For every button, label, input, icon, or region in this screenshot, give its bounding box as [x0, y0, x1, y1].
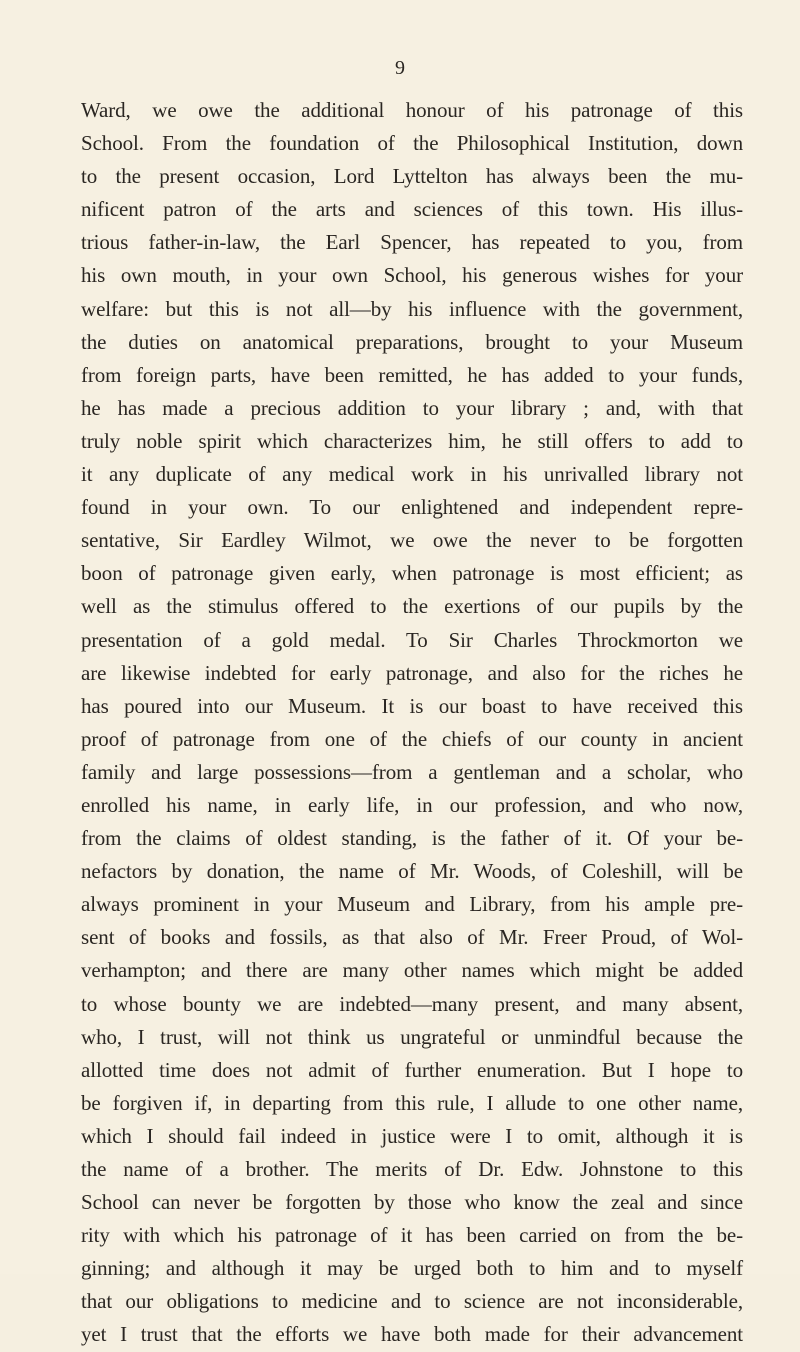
- text-line: School can never be forgotten by those who know the zeal and since: [81, 1190, 743, 1215]
- text-line: from foreign parts, have been remitted, he has added to your funds,: [81, 362, 743, 387]
- text-line: has poured into our Museum. It is our boast to have received this: [81, 693, 743, 718]
- text-line: presentation of a gold medal. To Sir Charles Throckmorton we: [81, 627, 743, 652]
- text-line: nificent patron of the arts and sciences of this town. His illus-: [81, 197, 743, 222]
- text-line: to the present occasion, Lord Lyttelton has always been the mu-: [81, 164, 743, 189]
- text-line: nefactors by donation, the name of Mr. Woods, of Coleshill, will be: [81, 859, 743, 884]
- text-line: boon of patronage given early, when patronage is most efficient; as: [81, 561, 743, 586]
- text-line: it any duplicate of any medical work in his unrivalled library not: [81, 462, 743, 487]
- text-line: the name of a brother. The merits of Dr. Edw. Johnstone to this: [81, 1157, 743, 1181]
- text-line: family and large possessions—from a gentleman and a scholar, who: [81, 759, 743, 784]
- text-line: be forgiven if, in departing from this rule, I allude to one other name,: [81, 1090, 743, 1115]
- text-line: he has made a precious addition to your library ; and, with that: [81, 395, 743, 420]
- text-line: which I should fail indeed in justice were I to omit, although it is: [81, 1123, 743, 1148]
- text-line: found in your own. To our enlightened and independent repre-: [81, 495, 743, 520]
- page-number: 9: [395, 57, 405, 79]
- text-line: his own mouth, in your own School, his generous wishes for your: [81, 263, 743, 288]
- text-line: School. From the foundation of the Philosophical Institution, down: [81, 131, 743, 156]
- text-line: rity with which his patronage of it has been carried on from the be-: [81, 1223, 743, 1248]
- text-line: always prominent in your Museum and Library, from his ample pre-: [81, 892, 743, 917]
- text-line: sentative, Sir Eardley Wilmot, we owe the never to be forgotten: [81, 528, 743, 553]
- text-line: verhampton; and there are many other names which might be added: [81, 958, 743, 983]
- text-line: welfare: but this is not all—by his influence with the government,: [81, 296, 743, 321]
- text-line: Ward, we owe the additional honour of his patronage of this: [81, 98, 743, 122]
- text-line: allotted time does not admit of further enumeration. But I hope to: [81, 1057, 743, 1082]
- text-line: who, I trust, will not think us ungrateful or unmindful because the: [81, 1024, 743, 1049]
- body-text: [81, 94, 743, 1352]
- text-line: well as the stimulus offered to the exertions of our pupils by the: [81, 594, 743, 619]
- text-line: ginning; and although it may be urged both to him and to myself: [81, 1256, 743, 1281]
- text-line: sent of books and fossils, as that also of Mr. Freer Proud, of Wol-: [81, 925, 743, 950]
- text-line: that our obligations to medicine and to science are not inconsiderable,: [81, 1289, 743, 1314]
- text-line: are likewise indebted for early patronage, and also for the riches he: [81, 660, 743, 685]
- text-line: yet I trust that the efforts we have both made for their advancement: [81, 1322, 743, 1347]
- text-line: proof of patronage from one of the chiefs of our county in ancient: [81, 726, 743, 751]
- text-line: from the claims of oldest standing, is the father of it. Of your be-: [81, 826, 743, 851]
- text-line: trious father-in-law, the Earl Spencer, has repeated to you, from: [81, 230, 743, 255]
- text-line: to whose bounty we are indebted—many present, and many absent,: [81, 991, 743, 1016]
- text-line: enrolled his name, in early life, in our profession, and who now,: [81, 792, 743, 817]
- text-line: truly noble spirit which characterizes him, he still offers to add to: [81, 428, 743, 453]
- text-line: the duties on anatomical preparations, brought to your Museum: [81, 329, 743, 354]
